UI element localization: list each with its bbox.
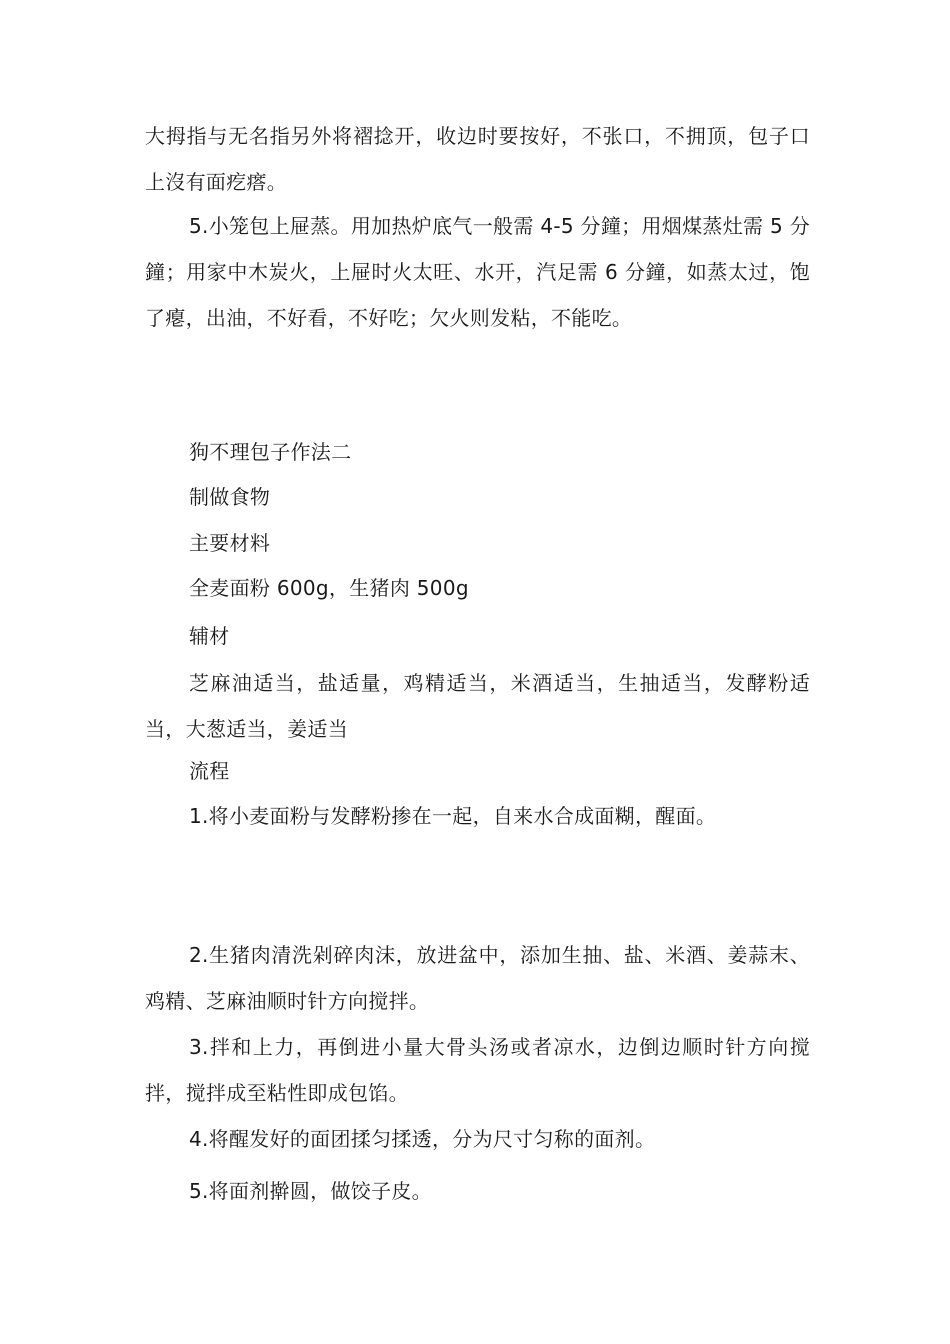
paragraph-continuation: 大拇指与无名指另外将褶捻开，收边时要按好，不张口，不拥顶，包子口上沒有面疙瘩。	[145, 124, 810, 194]
step-3: 3.拌和上力，再倒进小量大骨头汤或者凉水，边倒边顺时针方向搅拌，搅拌成至粘性即成包馅。	[145, 1035, 810, 1105]
food-label: 制做食物	[189, 485, 271, 509]
step-5: 5.将面剂擀圆，做饺子皮。	[189, 1179, 432, 1203]
aux-materials-label: 辅材	[189, 624, 230, 648]
process-label: 流程	[189, 759, 230, 783]
main-materials-text: 全麦面粉 600g，生猪肉 500g	[189, 576, 469, 600]
paragraph-steam-step: 5.小笼包上屉蒸。用加热炉底气一般需 4-5 分鐘；用烟煤蒸灶需 5 分鐘；用家中木炭火，上屉时火太旺、水开，汽足需 6 分鐘，如蒸太过，饱了瘪，出油，不好看，不好吃；欠火则发粘，不能吃。	[145, 214, 810, 330]
section-title: 狗不理包子作法二	[189, 440, 352, 464]
step-2: 2.生猪肉清洗剁碎肉沫，放进盆中，添加生抽、盐、米酒、姜蒜末、鸡精、芝麻油顺时针方向搅拌。	[145, 943, 810, 1013]
step-1: 1.将小麦面粉与发酵粉掺在一起，自来水合成面糊，醒面。	[189, 804, 717, 828]
step-4: 4.将醒发好的面团揉匀揉透，分为尺寸匀称的面剂。	[189, 1127, 656, 1151]
main-materials-label: 主要材料	[189, 531, 271, 555]
aux-materials-text: 芝麻油适当，盐适量，鸡精适当，米酒适当，生抽适当，发酵粉适当，大葱适当，姜适当	[145, 671, 810, 741]
